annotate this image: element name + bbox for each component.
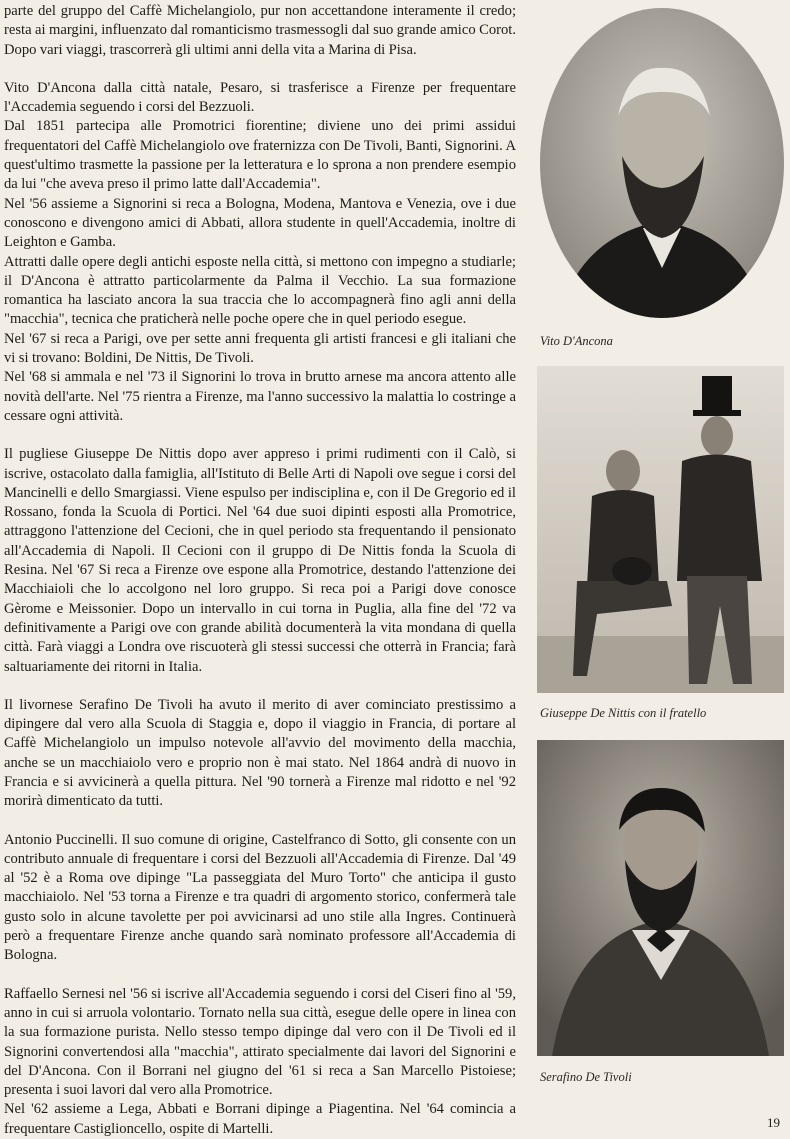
portrait-oval-icon	[538, 6, 786, 321]
paragraph-4: Nel '56 assieme a Signorini si reca a Bologna, Modena, Mantova e Venezia, ove i due conoscono e divengono amici di Abbati, allora studente in quell'Accademia, inoltre di Leighton e Gamba.	[4, 195, 516, 251]
paragraph-12: Nel '62 assieme a Lega, Abbati e Borrani dipinge a Piagentina. Nel '64 comincia a frequentare Castiglioncello, ospite di Martelli.	[4, 1101, 516, 1137]
caption-photo-3: Serafino De Tivoli	[540, 1070, 632, 1084]
paragraph-2: Vito D'Ancona dalla città natale, Pesaro, si trasferisce a Firenze per frequentare l'Accademia seguendo i corsi del Bezzuoli.	[4, 79, 516, 116]
paragraph-5: Attratti dalle opere degli antichi esposte nella città, si mettono con impegno a studiarle; il D'Ancona è attratto particolarmente da Palma il Vecchio. La sua formazione romantica ha lasciato ancora la sua traccia che lo accompagnerà fino agli anni della "macchia", tecnica che praticherà nelle poche opere che in quel periodo esegue.	[4, 253, 516, 328]
paragraph-8: Il pugliese Giuseppe De Nittis dopo aver appreso i primi rudimenti con il Calò, si iscrive, ostacolato dalla famiglia, all'Istituto di Belle Arti di Napoli ove segue i corsi del Mancinelli e dello Smargiassi. Viene espulso per indisciplina e, con il De Gregorio ed il Rossano, fonda la Scuola di Portici. Nel '64 due suoi dipinti esposti alla Promotrice, attraggono l'attenzione del Cecioni, che in quel periodo sta frequentando il pensionato all'Accademia di Napoli. Il Cecioni con il gruppo di De Nittis fonda la Scuola di Resina. Nel '67 Si reca a Firenze ove espone alla Promotrice, destando l'attenzione dei Macchiaioli che lo accolgono nel loro gruppo. Si reca poi a Parigi dove conosce Gèrome e Meissonier. Dopo un intervallo in cui torna in Puglia, alla fine del '72 va definitivamente a Parigi ove con grande abilità documenterà la vita mondana di quella città. Farà viaggi a Londra ove riscuoterà gli stessi successi che otterrà in Francia; farà saltuariamente dei ritorni in Italia.	[4, 446, 516, 675]
page-number: 19	[767, 1115, 780, 1130]
photo-two-men-icon	[537, 366, 784, 693]
photo-vito-dancona	[538, 6, 786, 321]
portrait-man-icon	[537, 740, 784, 1056]
caption-photo-1: Vito D'Ancona	[540, 334, 613, 348]
photo-serafino-de-tivoli	[537, 740, 784, 1056]
caption-photo-2: Giuseppe De Nittis con il fratello	[540, 706, 707, 720]
paragraph-9: Il livornese Serafino De Tivoli ha avuto il merito di aver cominciato prestissimo a dipingere dal vero alla Scuola di Staggia e, dopo il viaggio in Francia, di portare al Caffè Michelangiolo un impulso notevole all'avvio del movimento della macchia, anche se un macchiaiolo vero e proprio non è mai stato. Nel 1864 andrà di nuovo in Francia e si avvicinerà a quella pittura. Nel '90 tornerà a Firenze mal ridotto e nel '92 morirà dimenticato da tutti.	[4, 696, 516, 810]
paragraph-1: parte del gruppo del Caffè Michelangiolo, pur non accettandone interamente il credo; resta ai margini, influenzato dal romanticismo trasmessogli dal suo grande amico Corot. Dopo vari viaggi, trascorrerà gli ultimi anni della vita a Marina di Pisa.	[4, 3, 516, 58]
paragraph-3: Dal 1851 partecipa alle Promotrici fiorentine; diviene uno dei primi assidui frequentatori del Caffè Michelangiolo ove fraternizza con De Tivoli, Banti, Signorini. A quest'ultimo trasmette la passione per la letteratura e lo sprona a non prendere esempio da lui "che aveva preso il primo latte dall'Accademia".	[4, 118, 516, 193]
paragraph-10: Antonio Puccinelli. Il suo comune di origine, Castelfranco di Sotto, gli consente con un contributo annuale di frequentare i corsi del Bezzuoli all'Accademia di Firenze. Dal '49 al '52 è a Roma ove dipinge "La passeggiata del Muro Torto" che anticipa il gusto macchiaiolo. Nel '53 torna a Firenze e tra quadri di argomento storico, confermerà tale gusto solo in alcune tavolette per poi avvicinarsi ad uno stile alla Ingres. Continuerà però a frequentare Firenze anche quando sarà nominato professore all'Accademia di Bologna.	[4, 831, 516, 964]
photo-de-nittis-con-fratello	[537, 366, 784, 693]
paragraph-7: Nel '68 si ammala e nel '73 il Signorini lo trova in brutto arnese ma ancora attento alle novità dell'arte. Nel '75 rientra a Firenze, ma l'anno successivo la malattia lo costringe a cessare ogni attività.	[4, 369, 516, 424]
paragraph-6: Nel '67 si reca a Parigi, ove per sette anni frequenta gli artisti francesi e gli italiani che vi si trovano: Boldini, De Nittis, De Tivoli.	[4, 330, 516, 367]
article-body	[4, 2, 516, 1139]
paragraph-11: Raffaello Sernesi nel '56 si iscrive all'Accademia seguendo i corsi del Ciseri fino al '59, anno in cui si arruola volontario. Tornato nella sua città, esegue delle opere in linea con la sua formazione purista. Nello stesso tempo dipinge dal vero con il De Tivoli ed il Signorini convertendosi alla "macchia", attirato specialmente dai lavori del Signorini e del D'Ancona. Con il Borrani nel giugno del '61 si reca a San Marcello Pistoiese; presenta i suoi lavori dal vero alla Promotrice.	[4, 985, 516, 1099]
